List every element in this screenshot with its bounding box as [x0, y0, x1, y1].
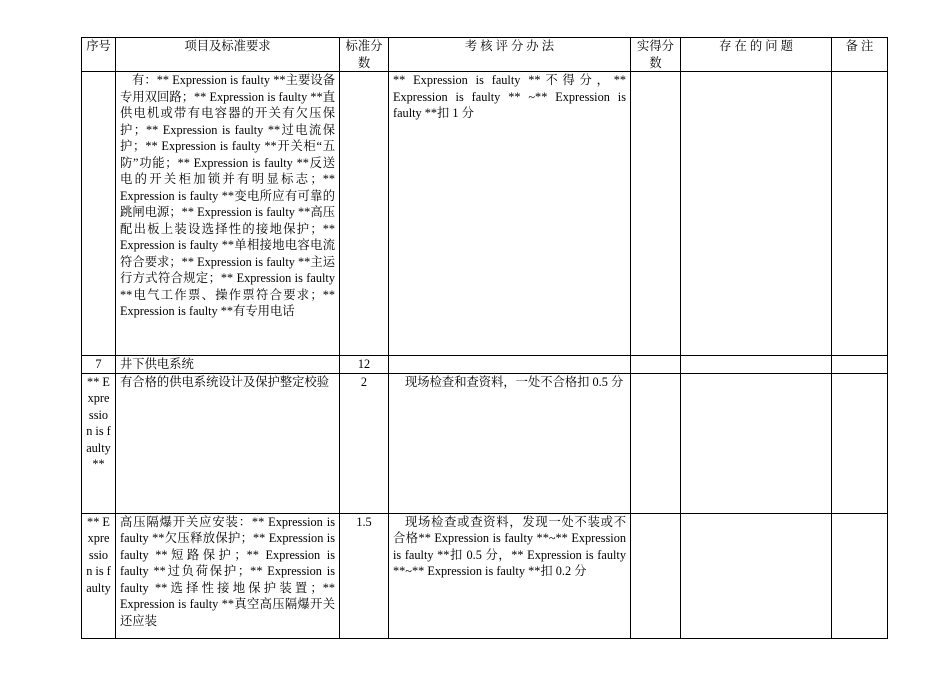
cell-score: [340, 72, 389, 356]
table-row: [82, 72, 888, 356]
table-row: [82, 356, 888, 374]
cell-note: [832, 72, 888, 356]
table-row: [82, 513, 888, 638]
cell-method: 现场检查和查资料，一处不合格扣 0.5 分: [389, 373, 631, 513]
cell-note: [832, 356, 888, 374]
table-row: [82, 373, 888, 513]
cell-actual: [631, 356, 681, 374]
cell-seq: ** Expression is faulty: [82, 513, 116, 638]
cell-seq: ** Expression is faulty **: [82, 373, 116, 513]
header-score: 标准分数: [340, 38, 389, 72]
cell-method: 现场检查或查资料，发现一处不装或不合格** Expression is faulty **~** Expression is faulty **扣 0.5 分，** Expression is faulty **~** Expression is faulty **扣 0.2 分: [389, 513, 631, 638]
table-header-row: [82, 38, 888, 72]
cell-seq: 7: [82, 356, 116, 374]
header-issue: 存 在 的 问 题: [681, 38, 832, 72]
cell-score: 2: [340, 373, 389, 513]
cell-method: ** Expression is faulty **不得分，** Expression is faulty ** ~** Expression is faulty **扣 1 分: [389, 72, 631, 356]
header-actual: 实得分数: [631, 38, 681, 72]
cell-note: [832, 513, 888, 638]
cell-actual: [631, 72, 681, 356]
cell-issue: [681, 513, 832, 638]
header-seq: 序号: [82, 38, 116, 72]
cell-seq: [82, 72, 116, 356]
cell-score: 12: [340, 356, 389, 374]
header-item: 项目及标准要求: [116, 38, 340, 72]
cell-note: [832, 373, 888, 513]
header-method: 考 核 评 分 办 法: [389, 38, 631, 72]
cell-score: 1.5: [340, 513, 389, 638]
cell-method: [389, 356, 631, 374]
cell-issue: [681, 356, 832, 374]
cell-actual: [631, 373, 681, 513]
cell-issue: [681, 72, 832, 356]
cell-issue: [681, 373, 832, 513]
cell-item: 有合格的供电系统设计及保护整定校验: [116, 373, 340, 513]
assessment-table: [81, 37, 888, 639]
cell-item: 有：** Expression is faulty **主要设备专用双回路；** Expression is faulty **直供电机或带有电容器的开关有欠压保护；** Expression is faulty **过电流保护；** Expression is faulty **开关柜“五防”功能；** Expression is faulty **反送电的开关柜加锁并有明显标志；** Expression is faulty **变电所应有可靠的跳闸电源；** Expression is faulty **高压配出板上装设选择性的接地保护；** Expression is faulty **单相接地电容电流符合要求；** Expression is faulty **主运行方式符合规定；** Expression is faulty **电气工作票、操作票符合要求；** Expression is faulty **有专用电话: [116, 72, 340, 356]
header-note: 备 注: [832, 38, 888, 72]
cell-item: 井下供电系统: [116, 356, 340, 374]
cell-actual: [631, 513, 681, 638]
cell-item: 高压隔爆开关应安装：** Expression is faulty **欠压释放保护；** Expression is faulty **短路保护；** Expression is faulty **过负荷保护；** Expression is faulty **选择性接地保护装置；** Expression is faulty **真空高压隔爆开关还应装: [116, 513, 340, 638]
